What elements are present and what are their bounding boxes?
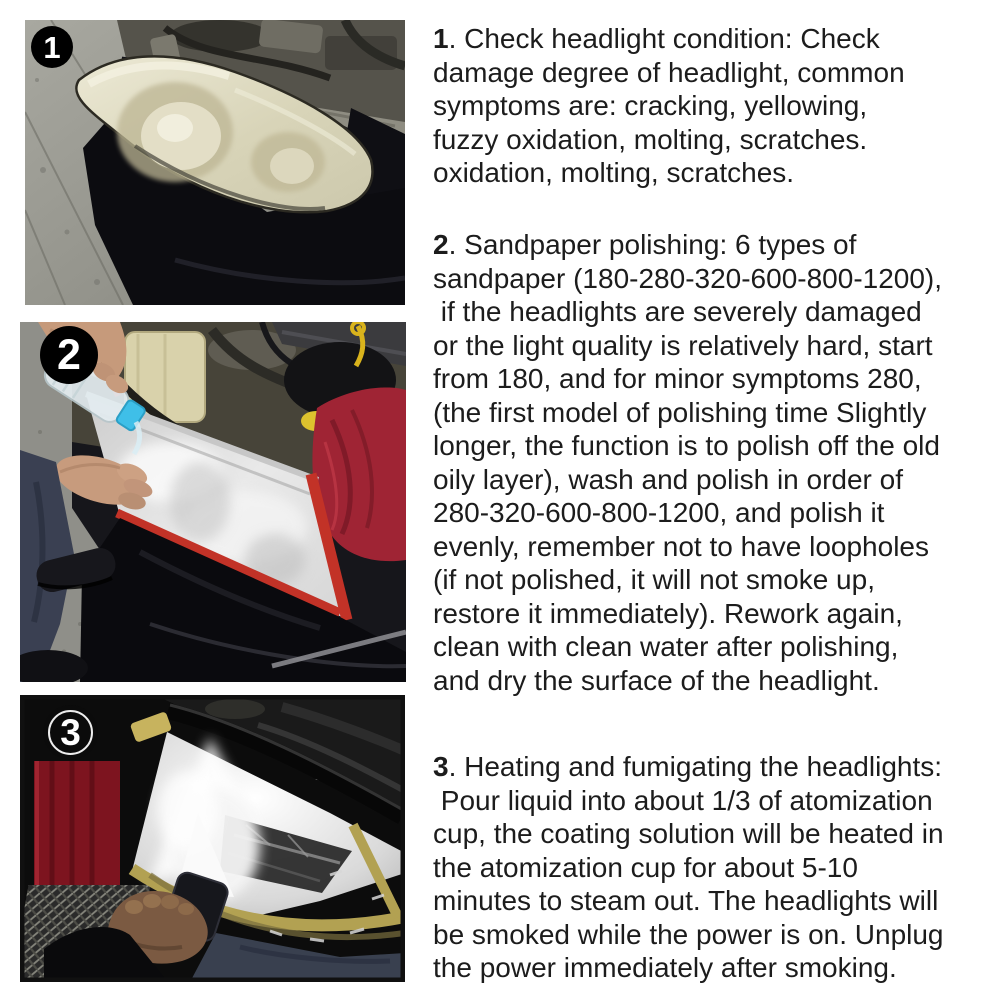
step-3-badge: [43, 705, 98, 760]
instruction-line: longer, the function is to polish off the old: [433, 430, 940, 461]
instruction-line: oxidation, molting, scratches.: [433, 157, 795, 188]
red-cabinet: [34, 761, 120, 885]
step-1-instructions: [433, 22, 995, 190]
photo-step-2: [20, 322, 406, 682]
yellowed-headlight-photo: [25, 20, 405, 305]
instruction-line: if the headlights are severely damaged: [433, 296, 922, 327]
step-2-instructions: [433, 228, 995, 697]
instruction-line: minutes to steam out. The headlights will: [433, 885, 939, 916]
instruction-line: fuzzy oxidation, molting, scratches.: [433, 123, 868, 155]
instruction-text: . Sandpaper polishing: 6 types of: [448, 229, 857, 260]
step-2-badge-number: 2: [57, 330, 81, 379]
step-3-badge-number: 3: [60, 712, 81, 753]
instruction-line: damage degree of headlight, common: [433, 56, 905, 88]
instruction-line: the power immediately after smoking.: [433, 952, 897, 983]
instruction-line: and dry the surface of the headlight.: [433, 664, 880, 696]
instruction-line: [433, 750, 995, 784]
photo-step-1: [25, 20, 405, 305]
instruction-line: evenly, remember not to have loopholes: [433, 530, 929, 562]
step-2-badge: [40, 326, 98, 384]
step-1-badge-number: 1: [43, 29, 61, 65]
instruction-line: (if not polished, it will not smoke up,: [433, 564, 875, 595]
instruction-text: . Heating and fumigating the headlights:: [448, 751, 943, 782]
instruction-line: [433, 22, 995, 56]
instruction-line: sandpaper (180-280-320-600-800-1200),: [433, 262, 943, 294]
instruction-line: Pour liquid into about 1/3 of atomization: [433, 784, 933, 816]
instruction-line: 280-320-600-800-1200, and polish it: [433, 497, 885, 528]
instruction-text: . Check headlight condition: Check: [448, 23, 880, 54]
step-number: 3: [433, 751, 449, 782]
instruction-line: oily layer), wash and polish in order of: [433, 463, 904, 495]
instruction-line: cup, the coating solution will be heated in: [433, 818, 944, 849]
instruction-line: the atomization cup for about 5-10: [433, 851, 858, 883]
step-3-instructions: [433, 750, 995, 985]
instruction-line: or the light quality is relatively hard, start: [433, 329, 933, 361]
instruction-line: symptoms are: cracking, yellowing,: [433, 90, 868, 121]
photo-step-3: [20, 695, 405, 982]
step-number: 1: [433, 23, 449, 54]
step-number: 2: [433, 229, 449, 260]
instruction-line: be smoked while the power is on. Unplug: [433, 918, 944, 950]
instruction-line: from 180, and for minor symptoms 280,: [433, 363, 922, 394]
instruction-line: (the first model of polishing time Slightly: [433, 396, 927, 428]
instruction-line: clean with clean water after polishing,: [433, 631, 899, 662]
instruction-line: restore it immediately). Rework again,: [433, 597, 903, 629]
step-1-badge: [31, 26, 73, 68]
instruction-line: [433, 228, 995, 262]
